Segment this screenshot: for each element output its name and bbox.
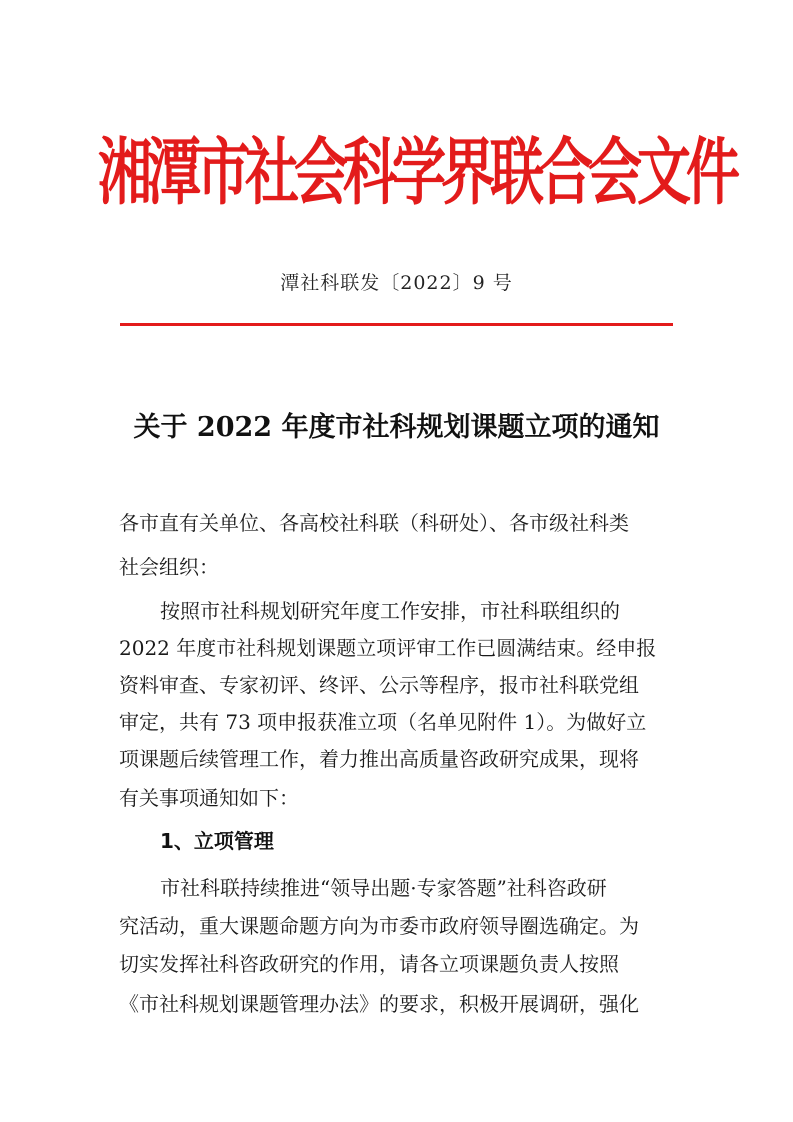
notice-title: 关于 2022 年度市社科规划课题立项的通知 [133,412,660,443]
recipient-line: 社会组织： [119,555,219,579]
body-paragraph-line: 切实发挥社科咨政研究的作用，请各立项课题负责人按照 [119,952,619,976]
recipient-line: 各市直有关单位、各高校社科联（科研处）、各市级社科类 [119,511,629,535]
body-paragraph-line: 有关事项通知如下： [119,786,299,810]
document-number: 潭社科联发〔2022〕9 号 [280,272,513,294]
section-heading: 1、立项管理 [160,829,274,853]
red-divider-line [120,323,673,326]
body-paragraph-line: 究活动，重大课题命题方向为市委市政府领导圈选确定。为 [119,914,639,938]
body-paragraph-line: 按照市社科规划研究年度工作安排，市社科联组织的 [160,599,620,623]
body-paragraph-line: 资料审查、专家初评、终评、公示等程序，报市社科联党组 [119,673,639,697]
body-paragraph-line: 市社科联持续推进“领导出题·专家答题”社科咨政研 [160,876,607,900]
body-paragraph-line: 项课题后续管理工作，着力推出高质量咨政研究成果，现将 [119,747,639,771]
body-paragraph-line: 2022 年度市社科规划课题立项评审工作已圆满结束。经申报 [119,636,657,660]
body-paragraph-line: 审定，共有 73 项申报获准立项（名单见附件 1）。为做好立 [119,710,647,734]
masthead-title: 湘潭市社会科学界联合会文件 [98,129,735,215]
body-paragraph-line: 《市社科规划课题管理办法》的要求，积极开展调研，强化 [119,992,639,1016]
